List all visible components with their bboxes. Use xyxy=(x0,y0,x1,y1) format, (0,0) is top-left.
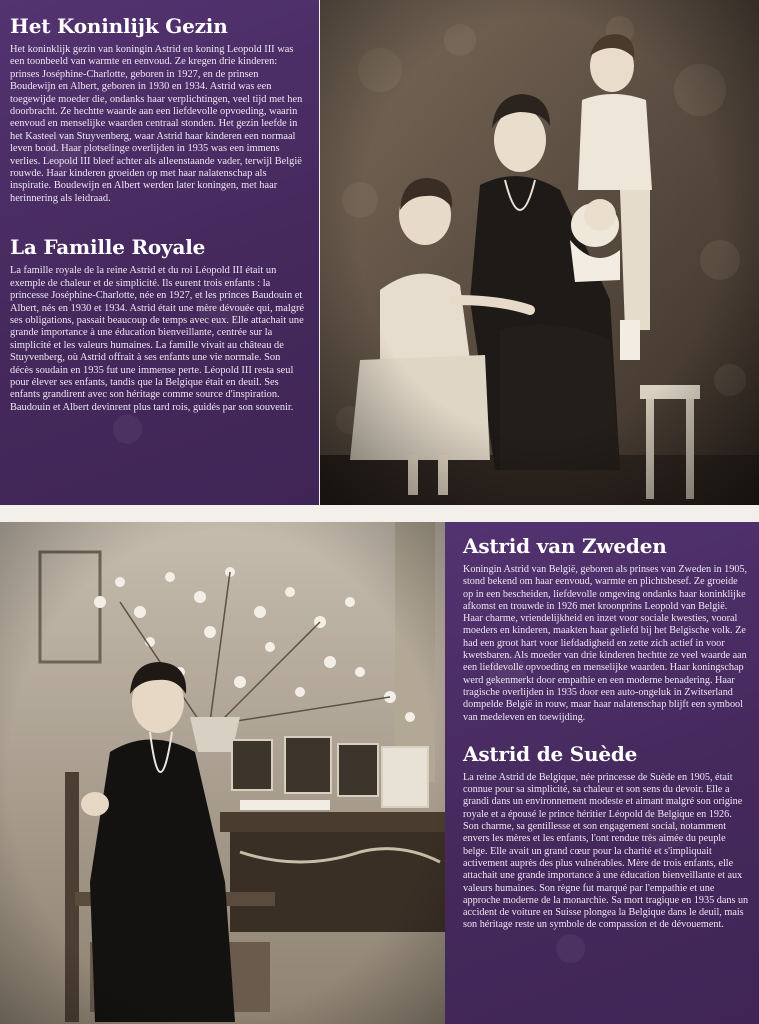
french-family-body: La famille royale de la reine Astrid et du roi Léopold III était un exemple de chaleur et de simplicité. Ils eurent trois enfants : la princesse Joséphine-Charlotte, née en 1927, et les princes Baudouin et Albert, nés en 1930 et 1934. Astrid était une mère dévouée qui, malgré ses obligations, passait beaucoup de temps avec eux. Elle attachait une grande importance à une éducation bienveillante, centrée sur la simplicité et les valeurs humaines. La famille vivait au château de Stuyvenberg, où Astrid offrait à ses enfants une vie normale. Son décès soudain en 1935 fut une immense perte. Léopold III resta seul pour élever ses enfants, tandis que la Belgique était en deuil. Ses enfants grandirent avec son héritage comme source d'inspiration. Baudouin et Albert devinrent plus tard rois, guidés par son souvenir. xyxy=(10,265,305,413)
queen-astrid-portrait-illustration xyxy=(0,522,445,1024)
dutch-family-body: Het koninklijk gezin van koningin Astrid en koning Leopold III was een toonbeeld van warmte en eenvoud. Ze kregen drie kinderen: prinses Joséphine-Charlotte, geboren in 1927, en de prinsen Boudewijn en Albert, geboren in 1930 en 1934. Astrid was een toegewijde moeder die, ondanks haar verplichtingen, veel tijd met hen doorbracht. Ze hechtte waarde aan een liefdevolle opvoeding, waarin eenvoud en menselijke waarden centraal stonden. Het gezin leefde in het Kasteel van Stuyvenberg, waar Astrid haar kinderen een normaal leven bood. Haar plotselinge overlijden in 1935 was een immens verlies. Leopold III bleef achter als alleenstaande vader, terwijl België rouwde. Haar kinderen groeiden op met haar nalatenschap als inspiratie. Boudewijn en Albert werden later koningen, met haar herinnering als leidraad. xyxy=(10,44,303,204)
queen-astrid-portrait-photo xyxy=(0,522,445,1024)
dutch-astrid-title: Astrid van Zweden xyxy=(463,534,667,558)
family-text-panel xyxy=(0,0,319,505)
page-divider xyxy=(0,505,759,522)
dutch-astrid-body: Koningin Astrid van België, geboren als prinses van Zweden in 1905, stond bekend om haar eenvoud, warmte en plichtsbesef. Ze groeide op in een bescheiden, liefdevolle omgeving ondanks haar koninklijke afkomst en trouwde in 1926 met kroonprins Leopold van België. Haar charme, vriendelijkheid en inzet voor sociale kwesties, vooral moeders en kinderen, maakten haar geliefd bij het Belgische volk. Ze had een groot hart voor liefdadigheid en zette zich actief in voor kwetsbaren. Als moeder van drie kinderen hechtte ze veel waarde aan een liefdevolle opvoeding en menselijke waarden. Haar koningschap werd gekenmerkt door empathie en een moderne benadering. Haar tragische overlijden in 1935 door een auto-ongeluk in Zwitserland dompelde België in rouw, maar haar nalatenschap blijft een symbool van medeleven en toewijding. xyxy=(463,564,748,723)
french-astrid-title: Astrid de Suède xyxy=(463,741,638,766)
dutch-family-title: Het Koninlijk Gezin xyxy=(10,14,228,38)
royal-family-photo-illustration xyxy=(320,0,759,505)
royal-family-photo xyxy=(320,0,759,505)
astrid-text-panel xyxy=(445,522,759,1024)
french-astrid-body: La reine Astrid de Belgique, née princesse de Suède en 1905, était connue pour sa simplicité, sa chaleur et son sens du devoir. Elle a grandi dans un environnement modeste et aimant malgré son origine royale et a épousé le prince héritier Léopold de Belgique en 1926. Son charme, sa gentillesse et son engagement social, notamment envers les mères et les enfants, l'ont rendue très aimée du peuple belge. Elle avait un grand cœur pour la charité et s'impliquait activement auprès des plus vulnérables. Mère de trois enfants, elle attachait une grande importance à une éducation bienveillante et aux valeurs humaines. Son règne fut marqué par l'empathie et une approche moderne de la monarchie. Sa mort tragique en 1935 dans un accident de voiture en Suisse plongea la Belgique dans le deuil, mais son héritage reste un symbole de compassion et de dévouement. xyxy=(463,771,749,931)
french-family-title: La Famille Royale xyxy=(10,235,206,260)
